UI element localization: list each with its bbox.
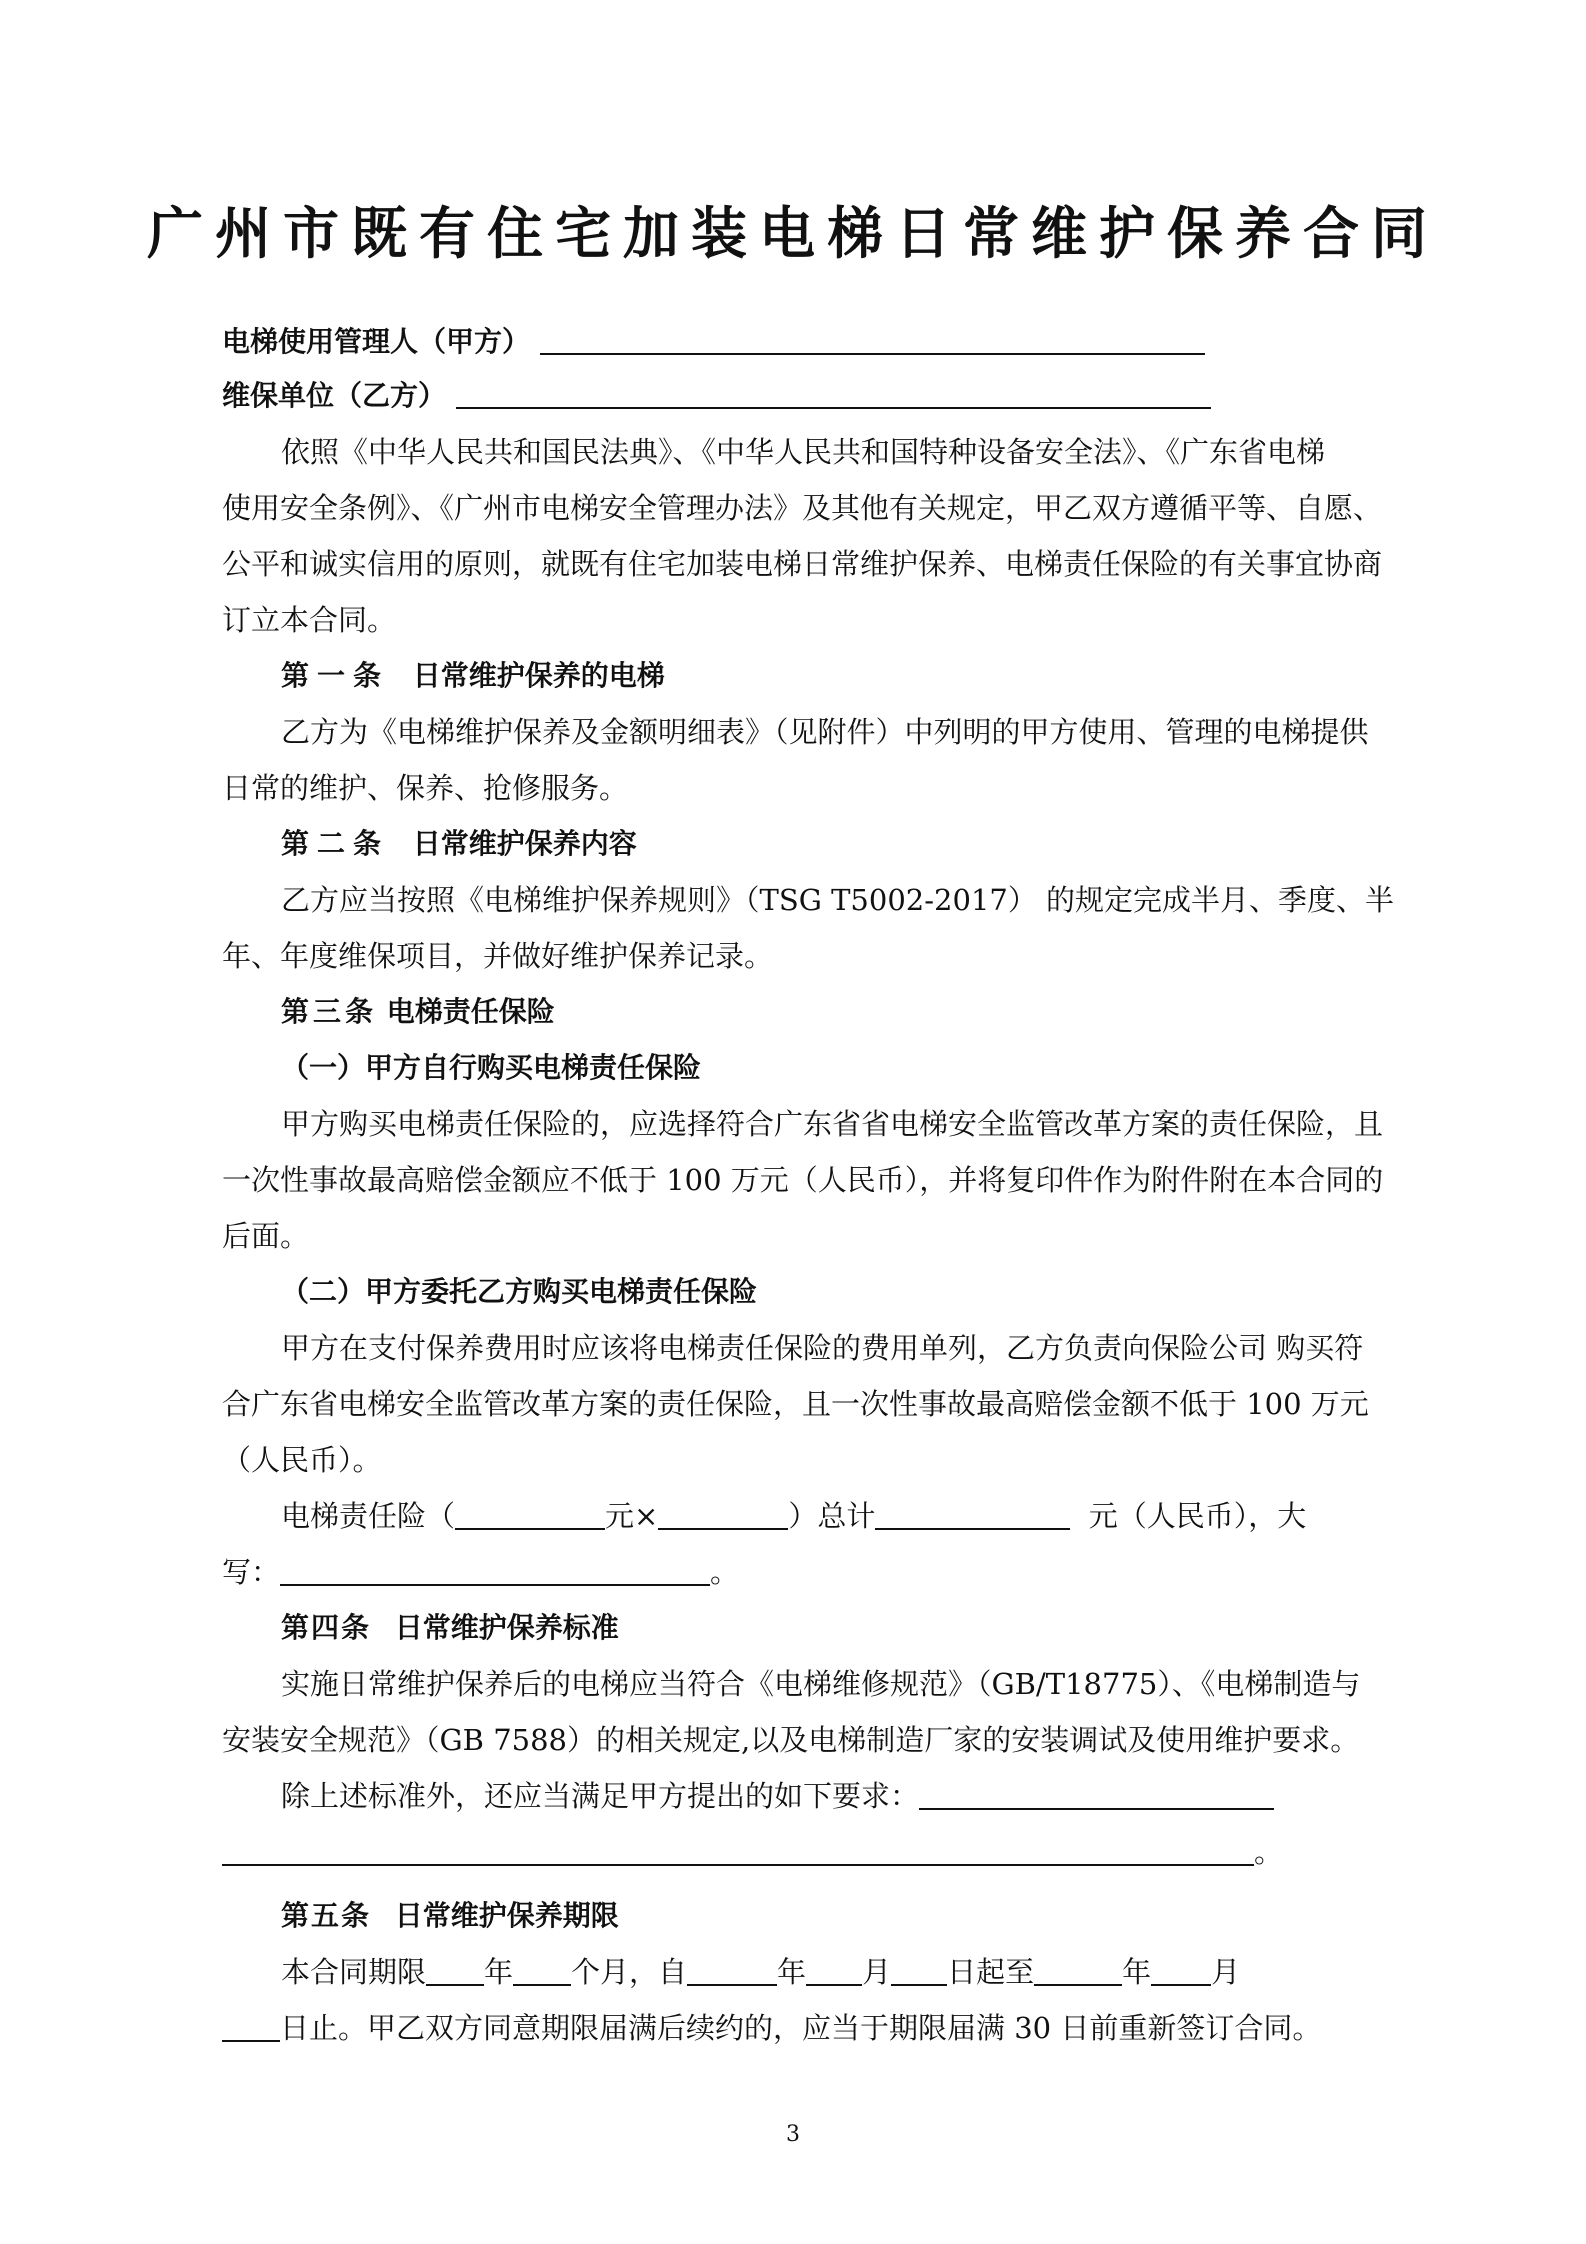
party-a-label: 电梯使用管理人（甲方） — [222, 325, 531, 358]
article-4-heading — [281, 1608, 619, 1648]
article-3-title: 电梯责任保险 — [386, 995, 555, 1028]
article-4-text: 实施日常维护保养后的电梯应当符合《电梯维修规范》（GB/T18775）、《电梯制造与 — [281, 1667, 1361, 1701]
fee-label: 电梯责任险（ — [281, 1499, 456, 1533]
article-1-title: 日常维护保养的电梯 — [412, 659, 665, 692]
article-1-num: 第一条 — [281, 659, 390, 692]
article-4-extra: 除上述标准外，还应当满足甲方提出的如下要求： — [281, 1779, 920, 1813]
start-day-blank[interactable] — [891, 1954, 947, 1986]
fee-total-label: ）总计 — [788, 1499, 876, 1533]
end-month-blank[interactable] — [1151, 1954, 1211, 1986]
fee-currency: 元（人民币），大 — [1088, 1499, 1307, 1533]
article-3-num: 第三条 — [281, 995, 378, 1028]
term-label: 本合同期限 — [281, 1955, 427, 1989]
start-month-blank[interactable] — [806, 1954, 862, 1986]
article-2-num: 第二条 — [281, 827, 390, 860]
article-4-title: 日常维护保养标准 — [394, 1611, 619, 1644]
party-b-blank[interactable] — [456, 377, 1211, 409]
capital-label: 写： — [222, 1555, 281, 1589]
extra-requirements-blank-2[interactable] — [222, 1834, 1254, 1866]
article-3-sub1-text: 一次性事故最高赔偿金额应不低于 100 万元（人民币），并将复印件作为附件附在本合同的 — [222, 1163, 1384, 1197]
article-1-heading — [281, 656, 665, 696]
article-3-sub2-text: （人民币）。 — [222, 1443, 382, 1477]
article-1-text: 乙方为《电梯维护保养及金额明细表》（见附件）中列明的甲方使用、管理的电梯提供 — [281, 715, 1369, 749]
article-3-heading — [281, 992, 555, 1032]
article-3-sub2-text: 合广东省电梯安全监管改革方案的责任保险，且一次性事故最高赔偿金额不低于 100 万元 — [222, 1387, 1369, 1421]
capital-amount-blank[interactable] — [280, 1554, 710, 1586]
party-a-blank[interactable] — [540, 323, 1205, 355]
article-2-title: 日常维护保养内容 — [412, 827, 637, 860]
article-4-extra-line — [281, 1776, 1274, 1816]
year-unit: 年 — [1122, 1955, 1152, 1989]
unit-price-blank[interactable] — [455, 1498, 605, 1530]
article-5-text: 日止。甲乙双方同意期限届满后续约的，应当于期限届满 30 日前重新签订合同。 — [280, 2011, 1322, 2045]
end-year-blank[interactable] — [1034, 1954, 1122, 1986]
start-to-label: 日起至 — [947, 1955, 1035, 1989]
month-unit: 月 — [862, 1955, 892, 1989]
start-year-blank[interactable] — [687, 1954, 777, 1986]
intro-line: 公平和诚实信用的原则，就既有住宅加装电梯日常维护保养、电梯责任保险的有关事宜协商 — [222, 547, 1383, 581]
fee-unit: 元× — [605, 1499, 659, 1533]
article-5-term-line — [281, 1952, 1240, 1992]
end-day-blank[interactable] — [222, 2010, 280, 2042]
article-3-sub1-text: 后面。 — [222, 1219, 310, 1253]
term-months-blank[interactable] — [513, 1954, 571, 1986]
intro-line: 依照《中华人民共和国民法典》、《中华人民共和国特种设备安全法》、《广东省电梯 — [281, 435, 1326, 469]
party-b-line — [222, 376, 1211, 416]
article-5-heading — [281, 1896, 619, 1936]
party-a-line — [222, 322, 1205, 362]
intro-line: 订立本合同。 — [222, 603, 397, 637]
page-title: 广州市既有住宅加装电梯日常维护保养合同 — [147, 202, 1439, 267]
year-unit: 年 — [777, 1955, 807, 1989]
article-4-num: 第四条 — [281, 1611, 372, 1644]
article-2-text: 年、年度维保项目，并做好维护保养记录。 — [222, 939, 774, 973]
period: 。 — [710, 1555, 740, 1589]
term-years-blank[interactable] — [426, 1954, 484, 1986]
month-unit: 月 — [1211, 1955, 1241, 1989]
quantity-blank[interactable] — [658, 1498, 788, 1530]
article-3-sub2: （二）甲方委托乙方购买电梯责任保险 — [281, 1275, 758, 1308]
article-3-sub1-text: 甲方购买电梯责任保险的，应选择符合广东省省电梯安全监管改革方案的责任保险，且 — [281, 1107, 1384, 1141]
article-3-sub1: （一）甲方自行购买电梯责任保险 — [281, 1051, 702, 1084]
article-3-sub2-text: 甲方在支付保养费用时应该将电梯责任保险的费用单列，乙方负责向保险公司 购买符 — [281, 1331, 1364, 1365]
months-unit: 个月，自 — [571, 1955, 688, 1989]
article-5-title: 日常维护保养期限 — [394, 1899, 619, 1932]
article-5-term-line-2 — [222, 2008, 1321, 2048]
article-5-num: 第五条 — [281, 1899, 372, 1932]
article-4-text: 安装安全规范》（GB 7588）的相关规定,以及电梯制造厂家的安装调试及使用维护要求。 — [222, 1723, 1360, 1757]
page-number: 3 — [786, 2122, 800, 2147]
period: 。 — [1254, 1835, 1284, 1869]
party-b-label: 维保单位（乙方） — [222, 379, 447, 412]
article-4-extra-line-2 — [222, 1832, 1283, 1872]
years-unit: 年 — [484, 1955, 514, 1989]
intro-line: 使用安全条例》、《广州市电梯安全管理办法》及其他有关规定，甲乙双方遵循平等、自愿、 — [222, 491, 1383, 525]
article-2-text: 乙方应当按照《电梯维护保养规则》（TSG T5002-2017） 的规定完成半月、季度、半 — [281, 883, 1395, 917]
article-2-heading — [281, 824, 637, 864]
extra-requirements-blank[interactable] — [919, 1778, 1274, 1810]
insurance-fee-line — [281, 1496, 1306, 1536]
insurance-fee-capital-line — [222, 1552, 739, 1592]
total-blank[interactable] — [875, 1498, 1070, 1530]
article-1-text: 日常的维护、保养、抢修服务。 — [222, 771, 629, 805]
